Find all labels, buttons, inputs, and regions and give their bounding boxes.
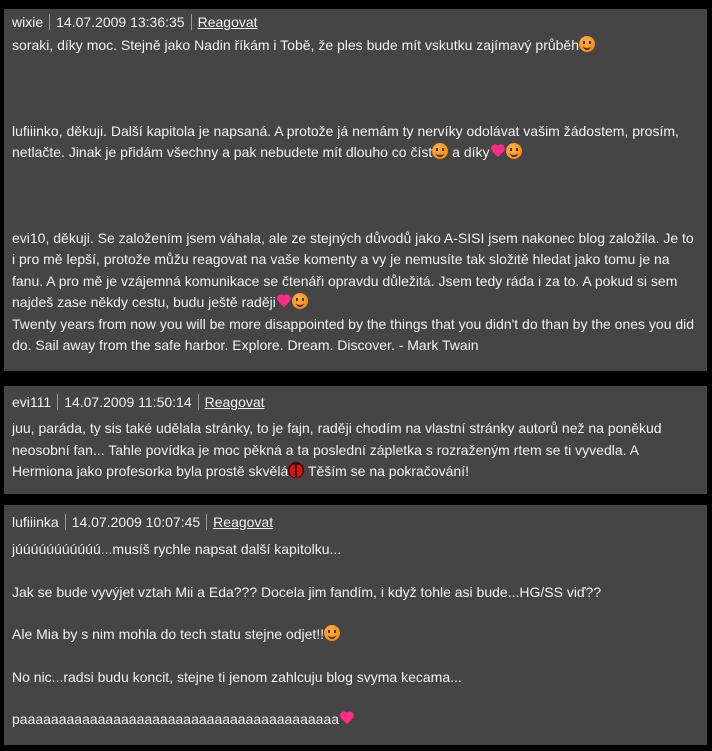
comment-body [12, 418, 699, 483]
divider [191, 14, 192, 30]
reply-link[interactable]: Reagovat [197, 14, 258, 30]
comment-paragraph: lufiiinko, děkuji. Další kapitola je napsaná. A protože já nemám ty nervíky odolávat vašim žádostem, prosím, netlačte. Jinak je přidám všechny a pak nebudete mít dlouho co číst a díky [12, 122, 679, 160]
comment-paragraph: juu, paráda, ty sis také udělala stránky, to je fajn, raději chodím na vlastní stránky autorů než na poněkud neosobní fan... Tahle povídka je moc pěkná a ta poslední zápletka s rozraženým rtem se ti vyvedla. A Hermiona jako profesorka byla prostě skvělá Těším se na pokračování! [12, 420, 662, 479]
comment-date: 14.07.2009 11:50:14 [64, 394, 192, 410]
comment-author: wixie [12, 14, 44, 30]
comment-paragraph: júúúúúúúúúúú...musíš rychle napsat další kapitolku... [12, 541, 342, 557]
comment-paragraph: evi10, děkuji. Se založením jsem váhala, ale ze stejných důvodů jako A-SISI jsem nakonec blog založila. Je to i pro mě lepší, protože můžu reagovat na vaše komenty a vy je nemusíte tak složitě hledat jako tomu je na fanu. A pro mě je vzájemná komunikace se čtenáři opravdu důležitá. Jsem tedy ráda i za to. A pokud si sem najdeš zase někdy cestu, budu ještě raději [12, 229, 694, 310]
comment-3 [4, 505, 707, 745]
comment-author: lufiiinka [12, 514, 59, 530]
divider [198, 394, 199, 410]
comment-paragraph: paaaaaaaaaaaaaaaaaaaaaaaaaaaaaaaaaaaaaaaaa [12, 709, 699, 731]
comment-date: 14.07.2009 10:07:45 [71, 514, 201, 530]
comment-header [12, 9, 699, 35]
smile-icon [432, 143, 448, 159]
divider [206, 514, 207, 530]
smile-icon [579, 36, 595, 52]
comment-date: 14.07.2009 13:36:35 [56, 14, 185, 30]
comment-header [12, 386, 699, 418]
reply-link[interactable]: Reagovat [204, 394, 265, 410]
ladybug-icon [288, 462, 304, 478]
signature: Twenty years from now you will be more disappointed by the things that you didn't do than by the ones you did do. Sail away from the safe harbor. Explore. Dream. Discover. - Mark Twain [12, 315, 695, 353]
smile-icon [506, 143, 522, 159]
divider [57, 394, 58, 410]
comment-paragraph: No nic...radsi budu koncit, stejne ti jenom zahlcuju blog svyma kecama... [12, 668, 462, 685]
comment-paragraph: soraki, díky moc. Stejně jako Nadin říkám i Tobě, že ples bude mít vskutku zajímavý průběh [12, 35, 699, 57]
smile-icon [324, 625, 340, 641]
comment-body [12, 539, 699, 731]
divider [49, 14, 50, 30]
comment-header [12, 505, 699, 539]
comment-body [12, 35, 699, 357]
heart-icon [276, 295, 292, 309]
divider [65, 514, 66, 530]
comment-1 [4, 9, 707, 371]
comment-2 [4, 386, 707, 494]
heart-icon [490, 145, 506, 159]
comment-paragraph: Ale Mia by s nim mohla do tech statu stejne odjet!! [12, 624, 699, 646]
comment-author: evi111 [12, 394, 52, 410]
comment-paragraph: Jak se bude vyvýjet vztah Mii a Eda??? Docela jim fandím, i když tohle asi bude...HG/SS viď?? [12, 583, 602, 600]
reply-link[interactable]: Reagovat [213, 514, 274, 530]
smile-icon [292, 293, 308, 309]
heart-icon [339, 712, 355, 726]
